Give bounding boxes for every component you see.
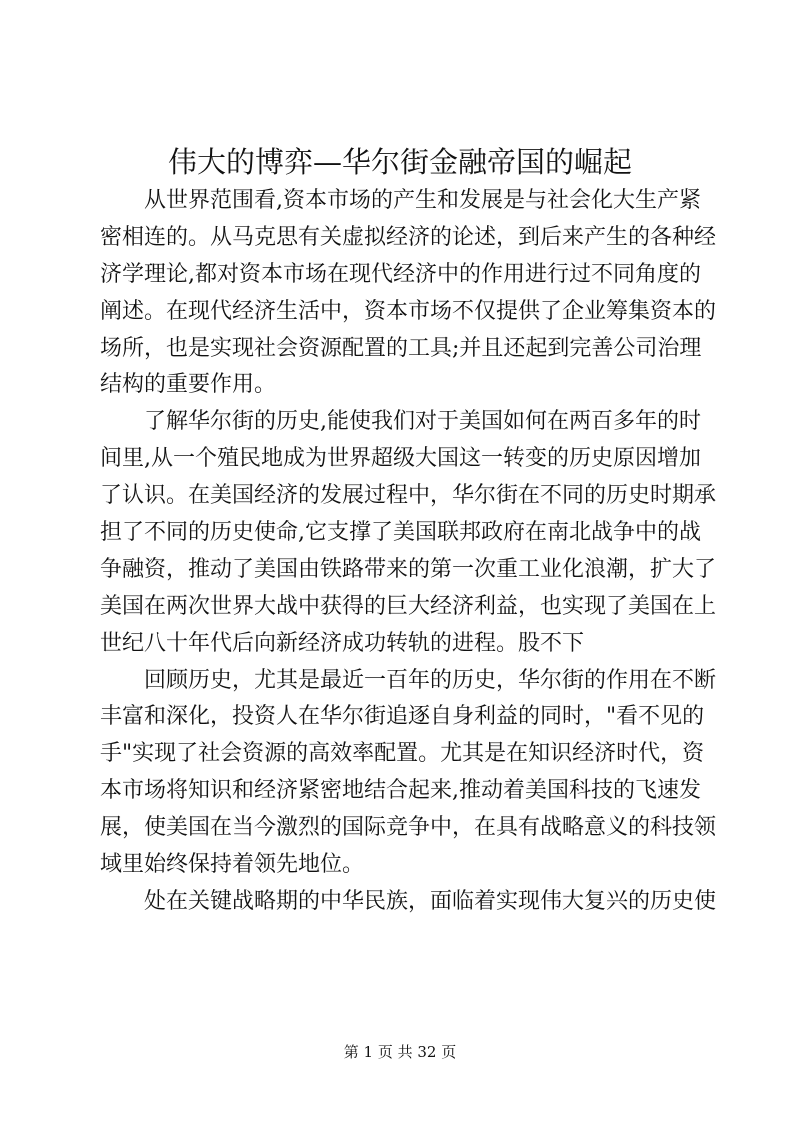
paragraph-line: 密相连的。从马克思有关虚拟经济的论述，到后来产生的各种经 bbox=[100, 224, 717, 250]
paragraph-line: 手"实现了社会资源的高效率配置。尤其是在知识经济时代，资 bbox=[100, 741, 705, 767]
paragraph-line: 场所，也是实现社会资源配置的工具;并且还起到完善公司治理 bbox=[100, 335, 702, 361]
paragraph-line: 结构的重要作用。 bbox=[100, 372, 277, 398]
paragraph-line: 争融资，推动了美国由铁路带来的第一次重工业化浪潮，扩大了 bbox=[100, 556, 717, 582]
document-body bbox=[100, 183, 717, 921]
paragraph-line: 美国在两次世界大战中获得的巨大经济利益，也实现了美国在上 bbox=[100, 593, 717, 619]
paragraph bbox=[100, 183, 717, 404]
paragraph-line: 世纪八十年代后向新经济成功转轨的进程。股不下 bbox=[100, 630, 585, 656]
paragraph-line: 丰富和深化，投资人在华尔街追逐自身利益的同时，"看不见的 bbox=[100, 704, 705, 730]
paragraph-line: 展，使美国在当今激烈的国际竞争中，在具有战略意义的科技领 bbox=[100, 815, 717, 841]
paragraph-line: 本市场将知识和经济紧密地结合起来,推动着美国科技的飞速发 bbox=[100, 778, 701, 804]
page-footer: 第 1 页 共 32 页 bbox=[343, 1043, 457, 1061]
paragraph-line: 了解华尔街的历史,能使我们对于美国如何在两百多年的时 bbox=[144, 409, 701, 435]
paragraph-line: 阐述。在现代经济生活中，资本市场不仅提供了企业筹集资本的 bbox=[100, 298, 717, 324]
paragraph-line: 了认识。在美国经济的发展过程中，华尔街在不同的历史时期承 bbox=[100, 483, 717, 509]
paragraph bbox=[100, 884, 717, 921]
paragraph bbox=[100, 404, 717, 662]
paragraph-line: 回顾历史，尤其是最近一百年的历史，华尔街的作用在不断 bbox=[144, 667, 717, 693]
paragraph-line: 域里始终保持着领先地位。 bbox=[100, 852, 365, 878]
paragraph-line: 济学理论,都对资本市场在现代经济中的作用进行过不同角度的 bbox=[100, 261, 701, 287]
paragraph bbox=[100, 663, 717, 884]
paragraph-line: 担了不同的历史使命,它支撑了美国联邦政府在南北战争中的战 bbox=[100, 520, 701, 546]
paragraph-line: 从世界范围看,资本市场的产生和发展是与社会化大生产紧 bbox=[144, 188, 701, 213]
document-title: 伟大的博弈—华尔街金融帝国的崛起 bbox=[167, 145, 632, 179]
paragraph-line: 处在关键战略期的中华民族，面临着实现伟大复兴的历史使 bbox=[144, 888, 717, 914]
paragraph-line: 间里,从一个殖民地成为世界超级大国这一转变的历史原因增加 bbox=[100, 446, 701, 472]
